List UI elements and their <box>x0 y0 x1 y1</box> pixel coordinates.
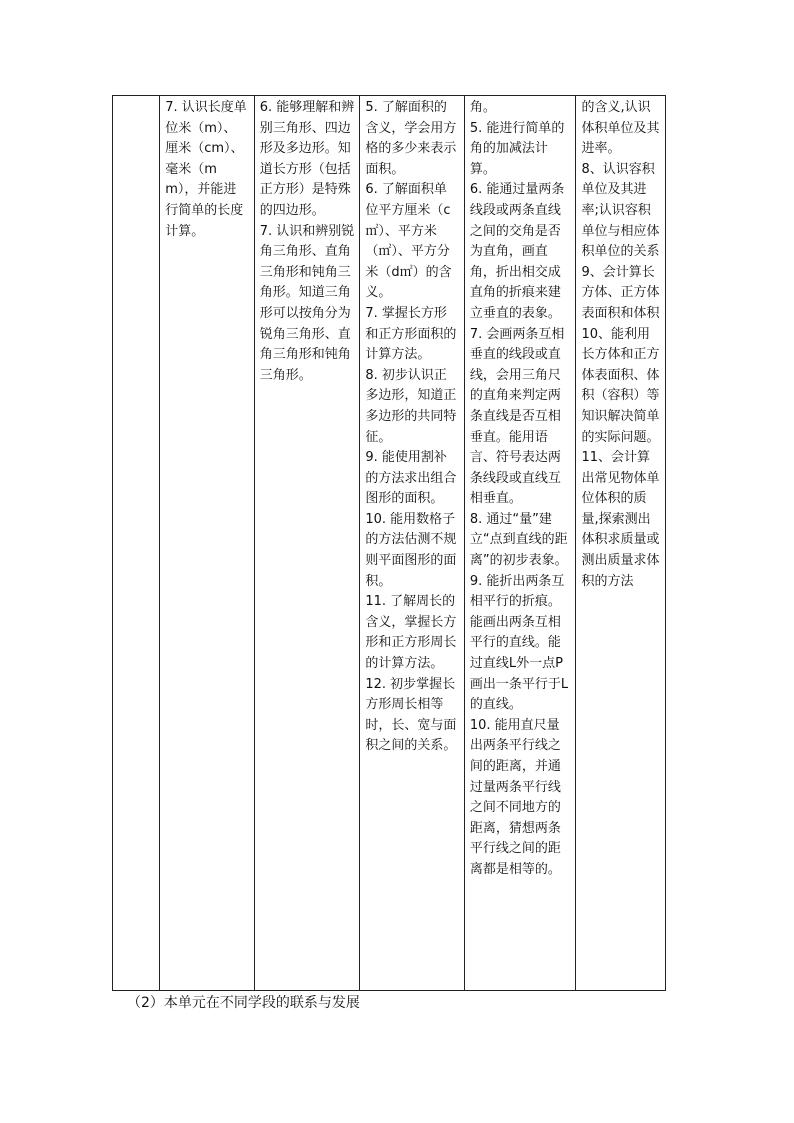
cell-col3 <box>360 96 465 991</box>
cell-col4 <box>464 96 576 991</box>
list-item: 8. 初步认识正多边形，知道正多边形的共同特征。 <box>365 367 457 445</box>
list-item: 7. 认识长度单位米（m）、厘米（cm）、毫米（mm），并能进行简单的长度计算。 <box>165 100 247 239</box>
section-caption: （2）本单元在不同学段的联系与发展 <box>127 995 360 1011</box>
curriculum-table <box>112 95 666 991</box>
list-item: 10. 能用数格子的方法估测不规则平面图形的面积。 <box>365 511 457 589</box>
cell-col2 <box>254 96 360 991</box>
list-item: 11、会计算出常见物体单位体积的质量,探索测出体积求质量或测出质量求体积的方法 <box>581 450 660 589</box>
list-item: 6. 了解面积单位平方厘米（c㎡）、平方米（㎡）、平方分米（d㎡）的含义。 <box>365 182 452 301</box>
list-item: 11. 了解周长的含义，掌握长方形和正方形周长的计算方法。 <box>365 594 457 672</box>
list-item: 7. 掌握长方形和正方形面积的计算方法。 <box>365 305 457 363</box>
list-item: 9、会计算长方体、正方体表面积和体积 <box>581 264 660 321</box>
blank-cell <box>113 96 160 991</box>
list-item: 5. 能进行简单的角的加减法计算。 <box>469 120 565 177</box>
list-item: 9. 能使用割补的方法求出组合图形的面积。 <box>365 450 457 507</box>
list-item: 9. 能折出两条互相平行的折痕。能画出两条互相平行的直线。能过直线L外一点P画出一条平行于L的直线。 <box>469 573 569 713</box>
list-item: 7. 会画两条互相垂直的线段或直线，会用三角尺的直角来判定两条直线是否互相垂直。能用语言、符号表达两条线段或直线互相垂直。 <box>469 326 565 507</box>
table-row <box>113 96 666 991</box>
list-item: 10、能利用长方体和正方体表面积、体积（容积）等知识解决简单的实际问题。 <box>581 326 660 445</box>
list-item: 5. 了解面积的含义，学会用方格的多少来表示面积。 <box>365 100 457 177</box>
list-item: 6. 能够理解和辨别三角形、四边形及多边形。知道长方形（包括正方形）是特殊的四边形。 <box>259 100 355 218</box>
list-item: 8、认识容积单位及其进率;认识容积单位与相应体积单位的关系 <box>581 161 660 260</box>
cell-col1 <box>160 96 255 991</box>
list-item: 角。 <box>469 100 496 115</box>
cell-col5 <box>576 96 666 991</box>
list-item: 12. 初步掌握长方形周长相等时，长、宽与面积之间的关系。 <box>365 676 457 754</box>
list-item: 8. 通过“量”建立“点到直线的距离”的初步表象。 <box>469 511 568 569</box>
list-item: 的含义,认识体积单位及其进率。 <box>581 100 660 157</box>
list-item: 10. 能用直尺量出两条平行线之间的距离，并通过量两条平行线之间不同地方的距离，猜想两条平行线之间的距离都是相等的。 <box>469 717 561 877</box>
list-item: 7. 认识和辨别锐角三角形、直角三角形和钝角三角形。知道三角形可以按角分为锐角三角形、直角三角形和钝角三角形。 <box>259 223 355 383</box>
list-item: 6. 能通过量两条线段或两条直线之间的交角是否为直角，画直角，折出相交成直角的折痕来建立垂直的表象。 <box>469 182 565 321</box>
